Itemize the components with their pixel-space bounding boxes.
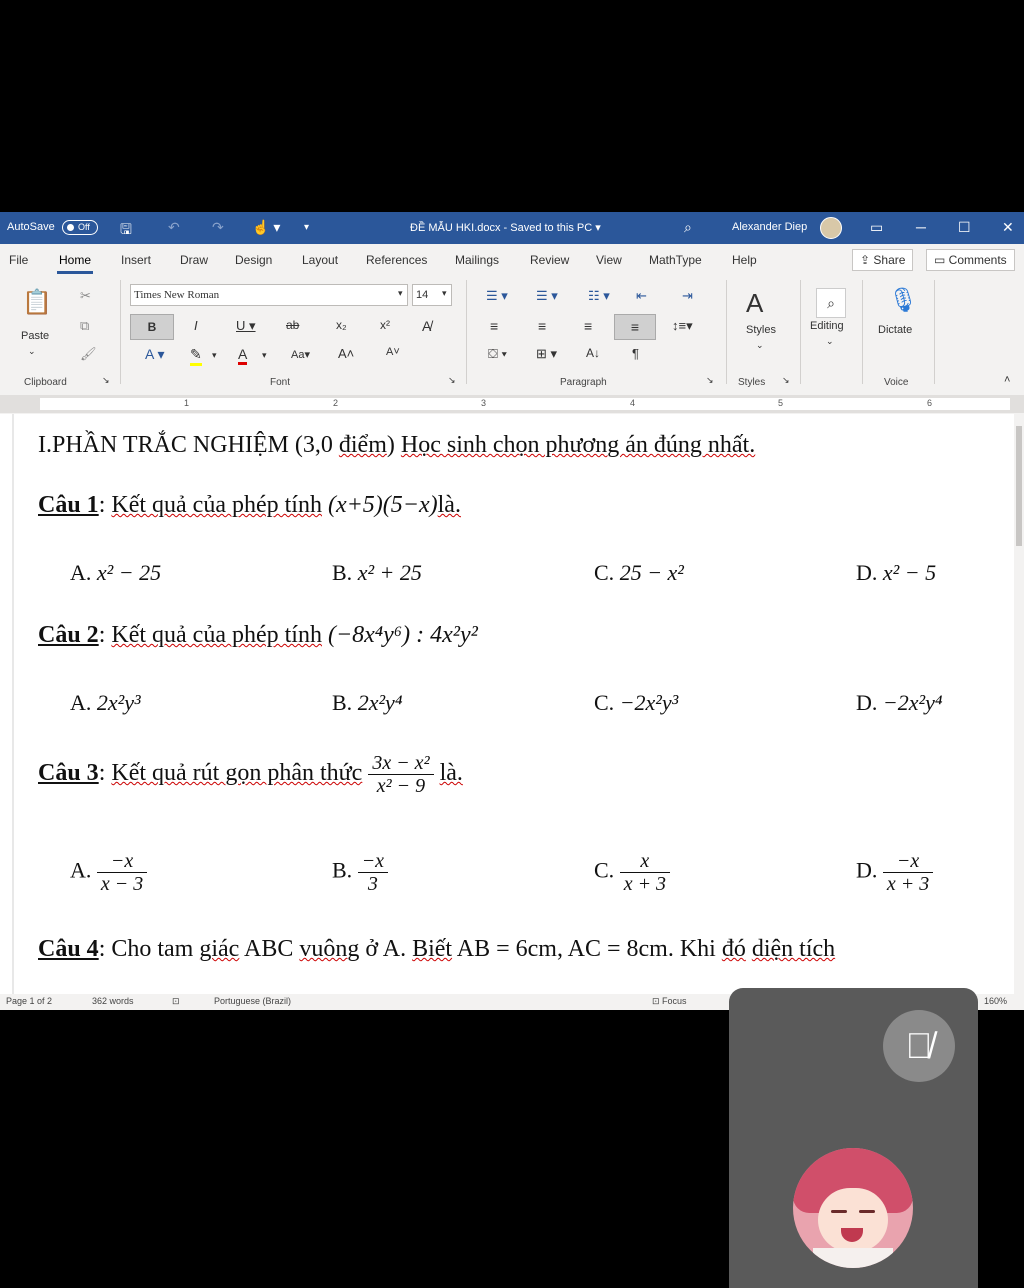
zoom-level[interactable]: 160% <box>984 996 1008 1006</box>
clear-formatting-icon[interactable]: A̸ <box>422 318 432 334</box>
font-color-icon[interactable]: A <box>238 346 247 365</box>
q2-option-a: A. 2x²y³ <box>70 690 141 715</box>
q2-option-b: B. 2x²y⁴ <box>332 690 403 715</box>
ruler-mark: 4 <box>630 398 636 408</box>
paste-label[interactable]: Paste <box>21 330 50 342</box>
share-icon: ⇪ <box>860 253 874 267</box>
font-size-box[interactable]: 14 <box>412 284 452 306</box>
q3-option-b: B. $\frac{-x}{3}$ <box>332 850 388 895</box>
separator <box>726 280 727 384</box>
underline-button[interactable]: U ▾ <box>236 318 256 333</box>
question-4: Câu 4: Cho tam giác ABC vuông ở A. Biết AB = 6cm, AC = 8cm. Khi đó diện tích <box>38 936 836 962</box>
format-painter-icon[interactable]: 🖌 <box>80 346 97 361</box>
text-effects-icon[interactable]: A ▾ <box>145 346 165 362</box>
styles-launcher-icon[interactable]: ↘ <box>782 375 790 385</box>
tab-file[interactable]: File <box>9 253 29 267</box>
tab-references[interactable]: References <box>366 253 428 267</box>
question-2: Câu 2: Kết quả của phép tính (−8x⁴y⁶) : 4x²y² <box>38 622 478 648</box>
strikethrough-button[interactable]: ab <box>286 318 300 332</box>
q3-fraction: $\frac{\text{3x − x²}}{\text{x² − 9}}$ <box>368 752 433 797</box>
tab-draw[interactable]: Draw <box>180 253 209 267</box>
font-name-dropdown-icon[interactable]: ▾ <box>398 288 403 298</box>
page-count[interactable]: Page 1 of 2 <box>6 996 53 1006</box>
line-spacing-icon[interactable]: ↕≡▾ <box>672 318 693 333</box>
grow-font-icon[interactable]: A˄ <box>338 346 355 361</box>
highlight-icon[interactable]: ✎ <box>190 346 202 366</box>
shrink-font-icon[interactable]: A˅ <box>386 346 400 358</box>
microphone-icon[interactable]: 🎙 <box>888 287 919 314</box>
ruler-mark: 6 <box>927 398 933 408</box>
customize-toolbar-icon[interactable]: ▾ <box>304 222 310 233</box>
highlight-dropdown-icon[interactable]: ▾ <box>212 350 217 360</box>
ribbon-display-icon[interactable]: ▭ <box>870 219 884 235</box>
scrollbar-thumb[interactable] <box>1016 426 1022 546</box>
q1-option-a: A. x² − 25 <box>70 560 162 585</box>
autosave-label: AutoSave <box>7 221 55 233</box>
tab-home[interactable]: Home <box>59 253 92 267</box>
styles-icon[interactable]: A <box>746 288 764 318</box>
q2-option-c: C. −2x²y³ <box>594 690 679 715</box>
q1-option-b: B. x² + 25 <box>332 560 422 585</box>
proofing-icon[interactable]: ⊡ <box>172 996 180 1006</box>
font-group-label: Font <box>270 377 291 388</box>
document-title[interactable]: ĐỀ MẪU HKI.docx - Saved to this PC ▾ <box>410 222 601 234</box>
numbering-icon[interactable]: ☰ ▾ <box>536 288 558 303</box>
collapse-ribbon-icon[interactable]: ˄ <box>1004 374 1011 386</box>
separator <box>934 280 935 384</box>
multilevel-list-icon[interactable]: ☷ ▾ <box>588 288 610 303</box>
font-launcher-icon[interactable]: ↘ <box>448 375 456 385</box>
align-center-icon[interactable]: ≡ <box>538 318 547 334</box>
tab-insert[interactable]: Insert <box>121 253 152 267</box>
paragraph-group-label: Paragraph <box>560 377 607 388</box>
paragraph-launcher-icon[interactable]: ↘ <box>706 375 714 385</box>
ribbon-tabs <box>0 244 1024 274</box>
participant-avatar <box>793 1148 913 1268</box>
separator <box>120 280 121 384</box>
user-avatar[interactable] <box>820 217 842 239</box>
increase-indent-icon[interactable]: ⇥ <box>682 288 693 303</box>
ruler-mark: 5 <box>778 398 784 408</box>
ruler-mark: 2 <box>333 398 339 408</box>
tab-review[interactable]: Review <box>530 253 570 267</box>
q1-option-d: D. x² − 5 <box>856 560 937 585</box>
question-3: Câu 3: Kết quả rút gọn phân thức $\frac{\text{3x − x²}}{\text{x² − 9}}$ là. <box>38 752 463 797</box>
word-count[interactable]: 362 words <box>92 996 134 1006</box>
tab-layout[interactable]: Layout <box>302 253 339 267</box>
italic-button[interactable]: I <box>194 318 198 333</box>
title-bar <box>0 212 1024 244</box>
tab-mathtype[interactable]: MathType <box>649 253 702 267</box>
redo-icon[interactable]: ↷ <box>212 219 224 235</box>
tab-mailings[interactable]: Mailings <box>455 253 500 267</box>
tab-view[interactable]: View <box>596 253 622 267</box>
styles-label[interactable]: Styles <box>746 324 776 336</box>
q1-option-c: C. 25 − x² <box>594 560 684 585</box>
touch-mode-icon[interactable]: ☝ ▾ <box>252 219 281 235</box>
cut-icon[interactable]: ✂ <box>80 288 91 303</box>
change-case-icon[interactable]: Aa▾ <box>291 349 310 361</box>
ruler-mark: 3 <box>481 398 487 408</box>
ruler-mark: 1 <box>184 398 190 408</box>
tab-help[interactable]: Help <box>732 253 757 267</box>
separator <box>466 280 467 384</box>
justify-button[interactable]: ≡ <box>614 314 656 340</box>
shading-icon[interactable]: ⛋ ▾ <box>488 346 507 361</box>
q3-option-d: D. $\frac{-x}{x + 3}$ <box>856 850 933 895</box>
horizontal-ruler[interactable] <box>0 395 1024 413</box>
focus-icon: ⊡ <box>652 996 663 1006</box>
q3-option-c: C. $\frac{x}{x + 3}$ <box>594 850 670 895</box>
dictate-label[interactable]: Dictate <box>878 324 913 336</box>
microphone-muted-icon[interactable]: 🎙̸ <box>883 1010 955 1082</box>
tab-design[interactable]: Design <box>235 253 273 267</box>
share-button[interactable]: ⇪ Share <box>852 249 913 271</box>
decrease-indent-icon[interactable]: ⇤ <box>636 288 647 303</box>
copy-icon[interactable]: ⧉ <box>80 318 90 333</box>
clipboard-group-label: Clipboard <box>24 377 67 388</box>
question-1: Câu 1: Kết quả của phép tính (x+5)(5−x)là. <box>38 492 461 518</box>
comments-button[interactable]: ▭ Comments <box>926 249 1015 271</box>
editing-search-icon[interactable]: ⌕ <box>816 288 846 318</box>
word-window <box>0 212 1024 1010</box>
language-indicator[interactable]: Portuguese (Brazil) <box>214 996 292 1006</box>
show-marks-icon[interactable]: ¶ <box>632 346 639 361</box>
document-page[interactable] <box>0 414 1024 994</box>
font-size-dropdown-icon[interactable]: ▾ <box>442 288 447 298</box>
clipboard-launcher-icon[interactable]: ↘ <box>102 375 110 385</box>
user-name[interactable]: Alexander Diep <box>732 221 808 233</box>
focus-button[interactable]: ⊡ Focus <box>652 996 687 1006</box>
sort-icon[interactable]: A↓ <box>586 346 601 360</box>
paste-dropdown-icon[interactable]: ⌄ <box>28 346 36 356</box>
styles-dropdown-icon[interactable]: ⌄ <box>756 340 764 350</box>
editing-label[interactable]: Editing <box>810 320 844 332</box>
vertical-scrollbar[interactable] <box>1014 414 1024 994</box>
font-name-box[interactable]: Times New Roman <box>130 284 408 306</box>
search-icon[interactable]: ⌕ <box>684 219 692 235</box>
align-right-icon[interactable]: ≡ <box>584 318 593 334</box>
minimize-icon[interactable]: ─ <box>916 219 926 235</box>
q2-option-d: D. −2x²y⁴ <box>856 690 943 715</box>
separator <box>862 280 863 384</box>
font-color-dropdown-icon[interactable]: ▾ <box>262 350 267 360</box>
bullets-icon[interactable]: ☰ ▾ <box>486 288 508 303</box>
borders-icon[interactable]: ⊞ ▾ <box>536 346 558 361</box>
maximize-icon[interactable]: ☐ <box>958 219 971 235</box>
paste-icon[interactable]: 📋 <box>22 289 52 316</box>
close-icon[interactable]: ✕ <box>1002 219 1014 235</box>
section-heading: I.PHẦN TRẮC NGHIỆM (3,0 điểm) Học sinh chọn phương án đúng nhất. <box>38 432 756 458</box>
align-left-icon[interactable]: ≡ <box>490 318 499 334</box>
save-icon[interactable]: 🖫 <box>120 221 132 237</box>
autosave-toggle[interactable]: Off <box>62 220 98 235</box>
bold-button[interactable]: B <box>130 314 174 340</box>
subscript-button[interactable]: x₂ <box>336 318 347 332</box>
superscript-button[interactable]: x² <box>380 318 390 332</box>
q3-option-a: A. $\frac{-x}{x - 3}$ <box>70 850 147 895</box>
home-ribbon <box>0 274 1024 392</box>
styles-group-label: Styles <box>738 377 766 388</box>
voice-group-label: Voice <box>884 377 909 388</box>
separator <box>800 280 801 384</box>
undo-icon[interactable]: ↶ <box>168 219 180 235</box>
comment-icon: ▭ <box>934 253 949 267</box>
editing-dropdown-icon[interactable]: ⌄ <box>826 336 834 346</box>
